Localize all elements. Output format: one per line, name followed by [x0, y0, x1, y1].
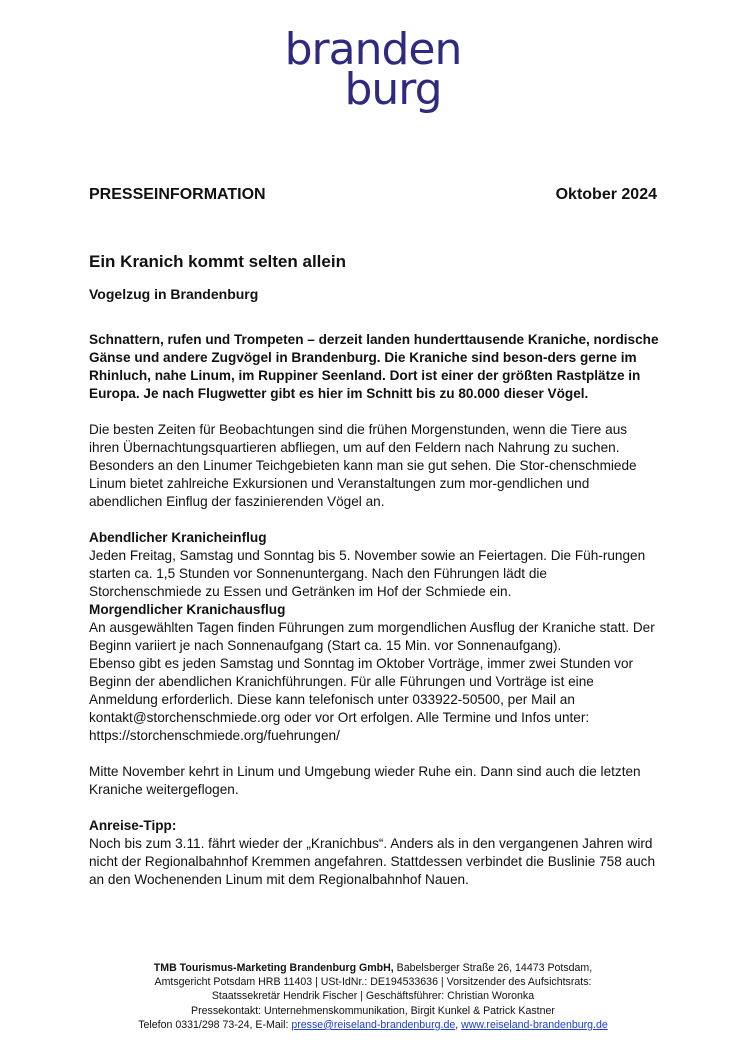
- section-evening-title: Abendlicher Kranicheinflug: [89, 530, 267, 545]
- section-morning-text: An ausgewählten Tagen finden Führungen zum morgendlichen Ausflug der Kraniche statt. Der Beginn variiert je nach Sonnenaufgang (Start ca. 15 Min. vor Sonnenaufgang).: [89, 620, 655, 653]
- footer-line-3: Staatssekretär Hendrik Fischer | Geschäftsführer: Christian Woronka: [211, 990, 535, 1003]
- section-evening-text: Jeden Freitag, Samstag und Sonntag bis 5. November sowie an Feiertagen. Die Füh-rungen starten ca. 1,5 Stunden vor Sonnenuntergang. Nach den Führungen lädt die Storchenschmiede zu Essen und Getränken im Hof der Schmiede ein.: [89, 548, 646, 599]
- footer-line-1: [0, 961, 746, 975]
- footer: [0, 961, 746, 1032]
- logo-line-1: branden: [284, 24, 462, 75]
- lead-paragraph: Schnattern, rufen und Trompeten – derzeit landen hunderttausende Kraniche, nordische Gänse und andere Zugvögel in Brandenburg. Die Kraniche sind beson-ders gerne im Rhinluch, nahe Linum, im Ruppiner Seenland. Dort ist einer der größten Rastplätze in Europa. Je nach Flugwetter gibt es hier im Schnitt bis zu 80.000 dieser Vögel.: [89, 332, 659, 401]
- footer-company: TMB Tourismus-Marketing Brandenburg GmbH,: [153, 962, 394, 974]
- article-body: [89, 331, 659, 889]
- paragraph-november: Mitte November kehrt in Linum und Umgebung wieder Ruhe ein. Dann sind auch die letzten Kraniche weitergeflogen.: [89, 764, 641, 797]
- paragraph-observation: Die besten Zeiten für Beobachtungen sind die frühen Morgenstunden, wenn die Tiere aus ihren Übernachtungsquartieren abfliegen, um auf den Feldern nach Nahrung zu suchen. Besonders an den Linumer Teichgebieten kann man sie gut sehen. Die Stor-chenschmiede Linum bietet zahlreiche Exkursionen und Veranstaltungen zum mor-gendlichen und abendlichen Einflug der faszinierenden Vögel an.: [89, 422, 637, 509]
- section-morning-title: Morgendlicher Kranichausflug: [89, 602, 286, 617]
- footer-email-link[interactable]: presse@reiseland-brandenburg.de: [291, 1018, 456, 1031]
- brandenburg-logo: [0, 24, 746, 115]
- footer-website-link[interactable]: www.reiseland-brandenburg.de: [461, 1018, 608, 1031]
- footer-line-5: [0, 1018, 746, 1032]
- footer-address: Babelsberger Straße 26, 14473 Potsdam,: [393, 962, 593, 974]
- section-travel-text: Noch bis zum 3.11. fährt wieder der „Kranichbus“. Anders als in den vergangenen Jahren wird nicht der Regionalbahnhof Kremmen angefahren. Stattdessen verbindet die Buslinie 758 auch an den Wochenenden Linum mit dem Regionalbahnhof Nauen.: [89, 836, 656, 887]
- headline: Ein Kranich kommt selten allein: [89, 252, 346, 271]
- press-date: Oktober 2024: [555, 186, 657, 203]
- press-header: [89, 186, 657, 204]
- footer-separator: ,: [455, 1018, 462, 1031]
- subheadline: Vogelzug in Brandenburg: [89, 286, 259, 302]
- section-lectures-text: Ebenso gibt es jeden Samstag und Sonntag im Oktober Vorträge, immer zwei Stunden vor Beginn der abendlichen Kranichführungen. Für alle Führungen und Vorträge ist eine Anmeldung erforderlich. Diese kann telefonisch unter 033922-50500, per Mail an kontakt@storchenschmiede.org oder vor Ort erfolgen. Alle Termine und Infos unter: https://storchenschmiede.org/fuehrungen/: [89, 656, 634, 743]
- section-travel-title: Anreise-Tipp:: [89, 818, 177, 833]
- footer-phone: Telefon 0331/298 73-24, E-Mail:: [138, 1018, 292, 1031]
- footer-line-4: Pressekontakt: Unternehmenskommunikation, Birgit Kunkel & Patrick Kastner: [191, 1004, 555, 1017]
- press-label: PRESSEINFORMATION: [89, 186, 266, 203]
- logo-line-2: burg: [344, 64, 442, 115]
- footer-line-2: Amtsgericht Potsdam HRB 11403 | USt-IdNr.: DE194533636 | Vorsitzender des Aufsichtsrats:: [154, 976, 592, 989]
